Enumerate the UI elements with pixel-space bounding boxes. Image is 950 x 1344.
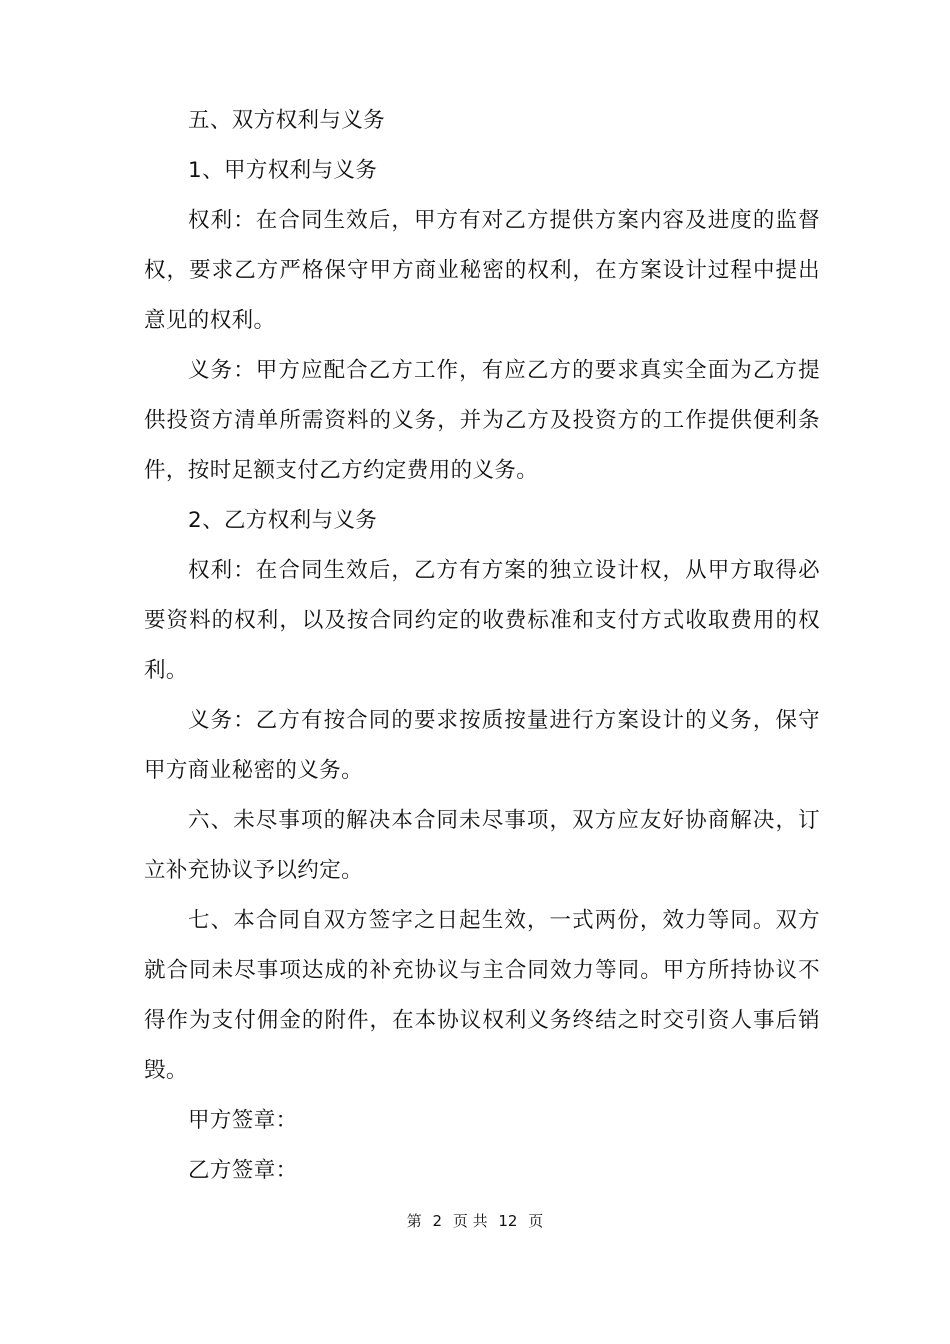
footer-suffix: 页 bbox=[528, 1212, 544, 1230]
party-b-obligations: 义务：乙方有按合同的要求按质按量进行方案设计的义务，保守甲方商业秘密的义务。 bbox=[144, 708, 820, 783]
party-b-signature-line: 乙方签章： bbox=[188, 1158, 298, 1183]
party-b-rights: 权利：在合同生效后，乙方有方案的独立设计权，从甲方取得必要资料的权利，以及按合同约定的收费标准和支付方式收取费用的权利。 bbox=[144, 558, 820, 683]
page-footer bbox=[0, 1206, 950, 1236]
party-a-rights: 权利：在合同生效后，甲方有对乙方提供方案内容及进度的监督权，要求乙方严格保守甲方商业秘密的权利，在方案设计过程中提出意见的权利。 bbox=[144, 208, 820, 333]
footer-middle: 页 共 bbox=[452, 1212, 488, 1230]
subheading-party-a: 1、甲方权利与义务 bbox=[188, 158, 378, 183]
party-a-signature-line: 甲方签章： bbox=[188, 1108, 298, 1133]
document-body bbox=[144, 96, 820, 1196]
subheading-party-b: 2、乙方权利与义务 bbox=[188, 508, 378, 533]
section-heading-rights-obligations: 五、双方权利与义务 bbox=[188, 108, 386, 133]
section-effectiveness: 七、本合同自双方签字之日起生效，一式两份，效力等同。双方就合同未尽事项达成的补充协议与主合同效力等同。甲方所持协议不得作为支付佣金的附件，在本协议权利义务终结之时交引资人事后销毁。 bbox=[144, 908, 820, 1083]
footer-prefix: 第 bbox=[406, 1212, 422, 1230]
total-pages-number: 12 bbox=[498, 1212, 518, 1230]
party-a-obligations: 义务：甲方应配合乙方工作，有应乙方的要求真实全面为乙方提供投资方清单所需资料的义务，并为乙方及投资方的工作提供便利条件，按时足额支付乙方约定费用的义务。 bbox=[144, 358, 820, 483]
section-unresolved-matters: 六、未尽事项的解决本合同未尽事项，双方应友好协商解决，订立补充协议予以约定。 bbox=[144, 808, 820, 883]
current-page-number: 2 bbox=[432, 1212, 443, 1230]
